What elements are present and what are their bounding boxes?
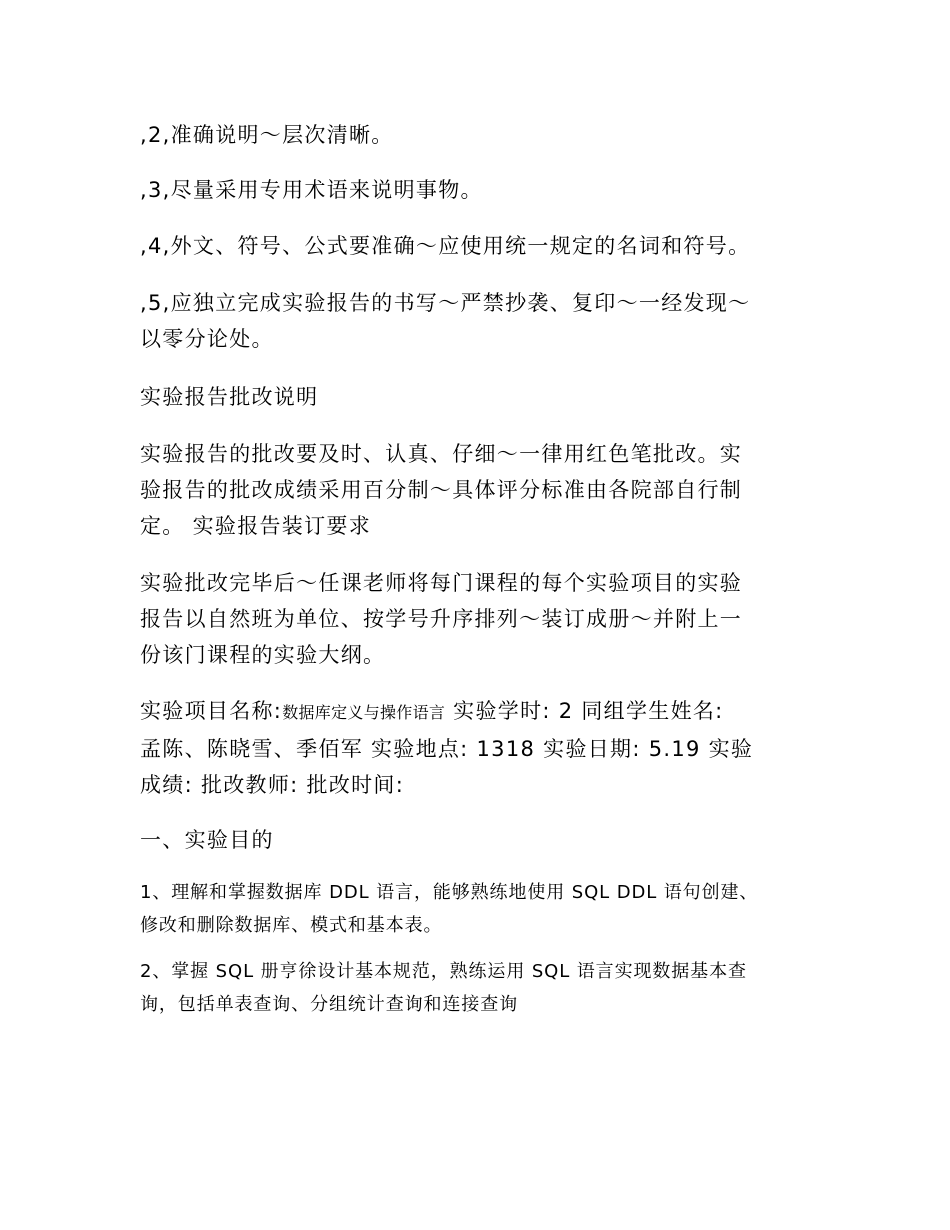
objective-2-line-2: 询，包括单表查询、分组统计查询和连接查询 (140, 994, 518, 1015)
project-line-1-rest: 实验学时: 2 同组学生姓名: (445, 699, 724, 723)
grading-line-3: 定。 (140, 514, 185, 538)
objective-1 (140, 876, 820, 942)
rule-5-line-1: ,5,应独立完成实验报告的书写～严禁抄袭、复印～一经发现～ (140, 291, 751, 315)
objective-1-line-2: 修改和删除数据库、模式和基本表。 (140, 915, 443, 936)
grading-line-2: 验报告的批改成绩采用百分制～具体评分标准由各院部自行制 (140, 478, 743, 502)
rule-5 (140, 285, 820, 357)
rule-2-text: ,2,准确说明～层次清晰。 (140, 123, 394, 147)
objective-2-line-1: 2、掌握 SQL 册亨徐设计基本规范，熟练运用 SQL 语言实现数据基本查 (140, 961, 747, 982)
grading-paragraph (140, 436, 820, 544)
binding-heading: 实验报告装订要求 (192, 514, 371, 538)
objective-1-line-1: 1、理解和掌握数据库 DDL 语言，能够熟练地使用 SQL DDL 语句创建、 (140, 882, 759, 903)
rule-4 (140, 228, 820, 264)
grading-heading: 实验报告批改说明 (140, 385, 319, 409)
project-info (140, 693, 820, 803)
binding-line-3: 份该门课程的实验大纲。 (140, 643, 386, 667)
rule-4-text: ,4,外文、符号、公式要准确～应使用统一规定的名词和符号。 (140, 234, 751, 258)
rule-3-text: ,3,尽量采用专用术语来说明事物。 (140, 178, 483, 202)
rule-5-line-2: 以零分论处。 (140, 327, 274, 351)
objective-2 (140, 955, 820, 1021)
project-line-3: 成绩: 批改教师: 批改时间: (140, 773, 405, 797)
rule-3 (140, 172, 820, 208)
project-line-2: 孟陈、陈晓雪、季佰军 实验地点: 1318 实验日期: 5.19 实验 (140, 737, 754, 761)
project-name-label: 实验项目名称: (140, 699, 283, 723)
binding-paragraph (140, 565, 820, 673)
grading-line-1: 实验报告的批改要及时、认真、仔细～一律用红色笔批改。实 (140, 442, 743, 466)
section-1-heading: 一、实验目的 (140, 828, 274, 852)
project-name-value: 数据库定义与操作语言 (282, 703, 446, 722)
rule-2 (140, 117, 820, 153)
binding-line-2: 报告以自然班为单位、按学号升序排列～装订成册～并附上一 (140, 607, 743, 631)
binding-line-1: 实验批改完毕后～任课老师将每门课程的每个实验项目的实验 (140, 571, 743, 595)
